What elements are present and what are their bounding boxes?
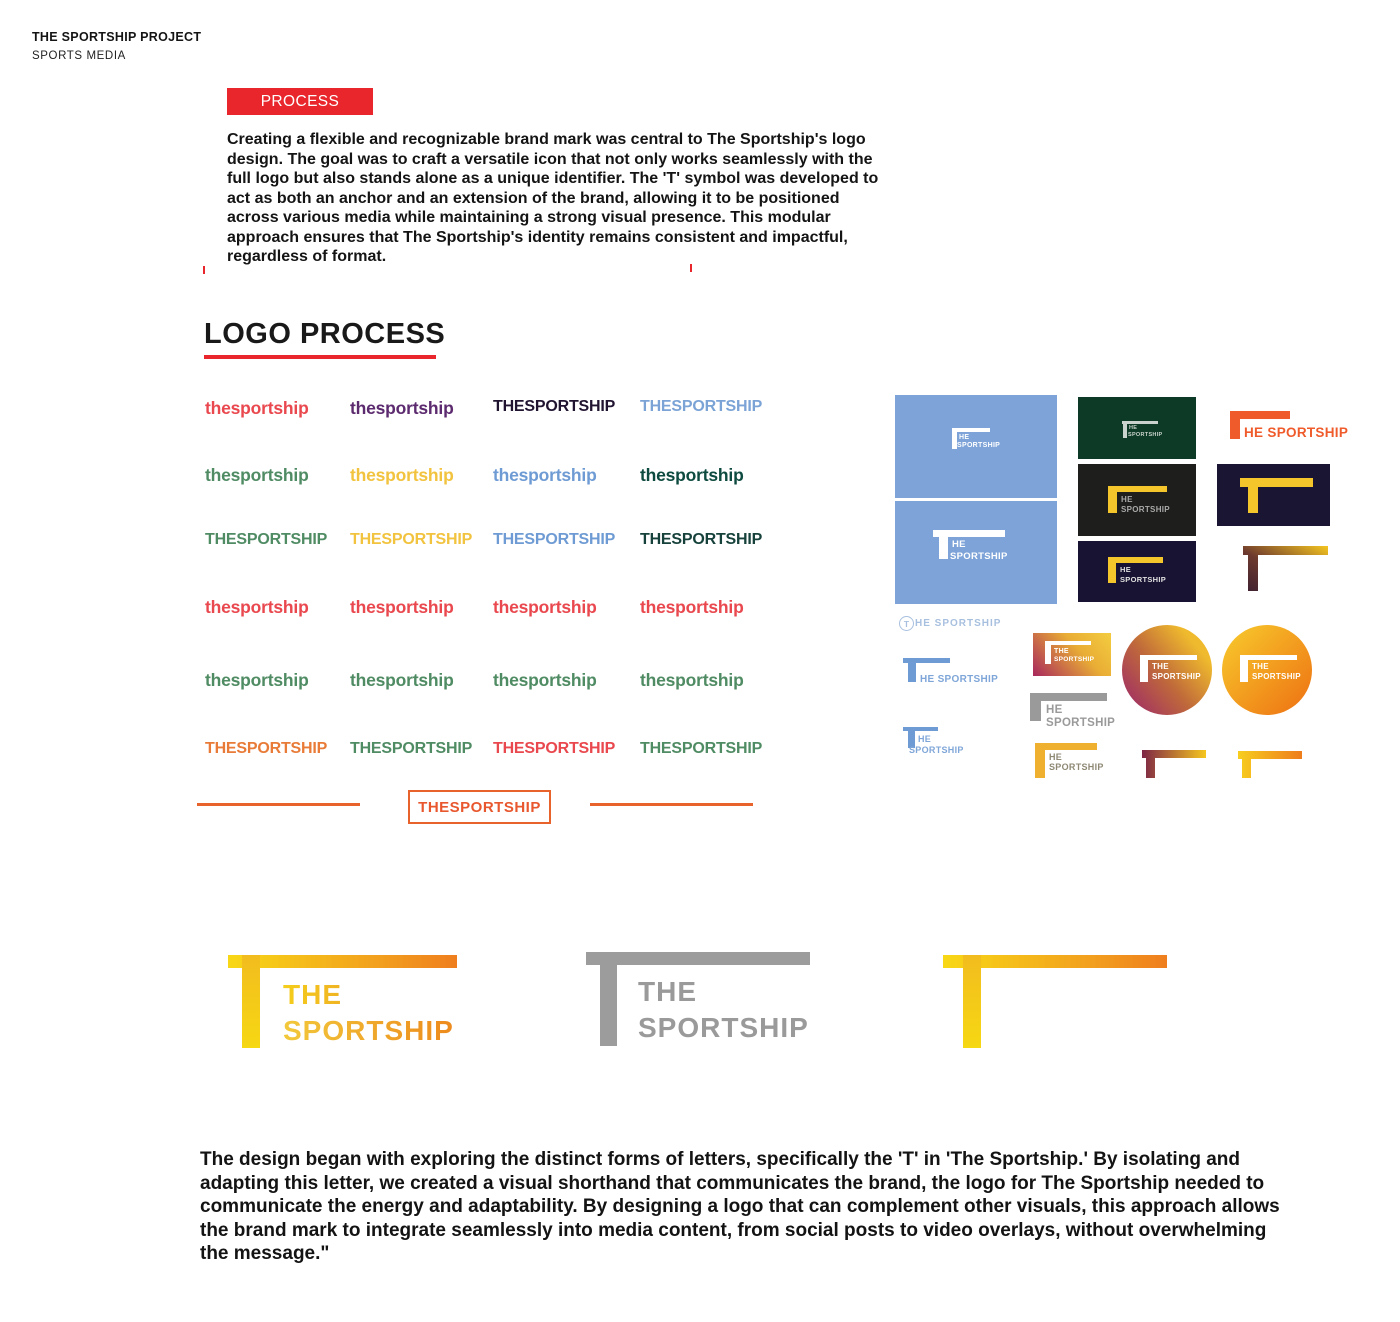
logo-circle-magenta <box>1122 625 1212 715</box>
t-bar <box>1240 655 1297 660</box>
t-stem <box>242 955 260 1048</box>
t-stem <box>1030 693 1041 721</box>
page-subtitle: SPORTS MEDIA <box>32 50 126 62</box>
wordmark-sample: thesportship <box>205 597 309 617</box>
logo-the: THE <box>1054 648 1069 655</box>
logo-sportship: SPORTSHIP <box>909 745 964 755</box>
t-bar <box>952 428 990 432</box>
wordmark-sample: thesportship <box>350 398 454 418</box>
wordmark-sample: thesportship <box>205 398 309 418</box>
wordmark-row <box>205 531 805 555</box>
logo-circle-orange <box>1222 625 1312 715</box>
wordmark-row <box>205 597 805 621</box>
logo-the: THE <box>283 979 342 1010</box>
stray-red-tick <box>690 264 692 272</box>
process-badge: PROCESS <box>227 88 373 115</box>
logo-he: HE <box>952 539 966 550</box>
wordmark-sample: thesportship <box>640 465 744 485</box>
t-stem <box>939 530 948 559</box>
logo-sportship: SPORTSHIP <box>1121 505 1170 514</box>
wordmark-sample: THESPORTSHIP <box>205 740 328 757</box>
t-stem <box>1140 655 1148 682</box>
t-stem <box>1108 486 1117 513</box>
t-stem <box>1240 655 1248 682</box>
t-stem <box>1045 641 1051 664</box>
boxed-wordmark: THESPORTSHIP <box>408 790 551 824</box>
logo-he-sportship: HE SPORTSHIP <box>1244 425 1349 440</box>
wordmark-sample: THESPORTSHIP <box>350 531 473 548</box>
logo-card-green <box>1078 397 1196 459</box>
wordmark-sample: THESPORTSHIP <box>493 531 616 548</box>
wordmark-sample: thesportship <box>205 465 309 485</box>
t-stem <box>1108 557 1116 583</box>
logo-the: THE <box>1152 662 1169 671</box>
process-paragraph: Creating a flexible and recognizable brand mark was central to The Sportship's logo design. The goal was to craft a versatile icon that not only works seamlessly with the full logo but also stands alone as a unique identifier. The 'T' symbol was developed to act as both an anchor and an extension of the brand, allowing it to be positioned across various media while maintaining a strong visual presence. This modular approach ensures that The Sportship's identity remains consistent and impactful, regardless of format. <box>227 131 879 265</box>
section-heading: LOGO PROCESS <box>204 318 446 350</box>
logo-card-blue <box>895 395 1057 498</box>
wordmark-row <box>205 398 805 422</box>
primary-logo-gray <box>586 952 821 1048</box>
logo-sportship: SPORTSHIP <box>1128 432 1163 438</box>
wordmark-sample: thesportship <box>493 670 597 690</box>
divider-line <box>197 803 360 806</box>
t-stem <box>908 658 916 682</box>
wordmark-sample: thesportship <box>350 670 454 690</box>
t-stem <box>963 955 981 1048</box>
logo-the: THE <box>638 976 697 1007</box>
t-bar <box>228 955 457 968</box>
t-bar <box>1045 641 1091 645</box>
t-bar <box>586 952 810 965</box>
circled-t-icon: T <box>899 616 914 631</box>
wordmark-sample: THESPORTSHIP <box>205 531 328 548</box>
circled-t-logo <box>899 616 1001 631</box>
logo-he: HE <box>918 734 932 744</box>
t-bar <box>1030 693 1107 701</box>
t-bar <box>1108 557 1163 563</box>
t-bar <box>1140 655 1197 660</box>
gradient-t-glyph <box>1142 750 1206 778</box>
page-title: THE SPORTSHIP PROJECT <box>32 30 202 44</box>
logo-he: HE <box>1049 752 1063 762</box>
logo-sportship: SPORTSHIP <box>1049 762 1104 772</box>
primary-logo-gradient <box>228 955 463 1051</box>
closing-paragraph: The design began with exploring the distinct forms of letters, specifically the 'T' in 'The Sportship.' By isolating and adapting this letter, we created a visual shorthand that communicates the brand, the logo for The Sportship needed to communicate the energy and adaptability. By designing a logo that can complement other visuals, this approach allows the brand mark to integrate seamlessly into media content, from social posts to video overlays, without overwhelming the message." <box>200 1149 1280 1264</box>
logo-card-blue <box>895 501 1057 604</box>
wordmark-grid <box>205 398 805 778</box>
logo-sportship: SPORTSHIP <box>957 442 1001 449</box>
logo-card-navy <box>1078 541 1196 602</box>
circled-t-label: HE SPORTSHIP <box>915 618 1002 629</box>
logo-the: THE <box>1252 662 1269 671</box>
wordmark-sample: THESPORTSHIP <box>350 740 473 757</box>
wordmark-sample: THESPORTSHIP <box>640 398 763 415</box>
divider-line <box>590 803 753 806</box>
wordmark-sample: thesportship <box>205 670 309 690</box>
t-stem <box>600 952 617 1046</box>
logo-sportship: SPORTSHIP <box>1252 672 1301 681</box>
t-stem <box>1248 478 1258 513</box>
logo-sportship: SPORTSHIP <box>283 1015 454 1046</box>
heading-underline <box>204 355 436 359</box>
logo-he-sportship: HE SPORTSHIP <box>920 674 999 685</box>
logo-card-navy-glyph <box>1217 464 1330 526</box>
t-stem <box>1230 411 1240 439</box>
wordmark-row <box>205 670 805 694</box>
logo-sportship: SPORTSHIP <box>638 1012 809 1043</box>
logo-sportship: SPORTSHIP <box>1054 656 1095 663</box>
wordmark-sample: thesportship <box>493 597 597 617</box>
logo-he: HE <box>1046 704 1063 716</box>
logo-sportship: SPORTSHIP <box>950 551 1008 562</box>
wordmark-sample: THESPORTSHIP <box>640 531 763 548</box>
wordmark-sample: THESPORTSHIP <box>493 398 616 415</box>
primary-glyph-gradient <box>943 955 1178 1051</box>
wordmark-sample: THESPORTSHIP <box>493 740 616 757</box>
logo-sportship: SPORTSHIP <box>1120 575 1167 584</box>
gradient-t-glyph <box>1238 751 1302 778</box>
logo-sportship: SPORTSHIP <box>1046 717 1116 729</box>
logo-he: HE <box>1121 495 1133 504</box>
wordmark-sample: THESPORTSHIP <box>640 740 763 757</box>
wordmark-sample: thesportship <box>640 670 744 690</box>
wordmark-sample: thesportship <box>350 465 454 485</box>
t-stem <box>1035 743 1045 778</box>
wordmark-sample: thesportship <box>493 465 597 485</box>
logo-he: HE <box>959 434 970 441</box>
wordmark-row <box>205 465 805 489</box>
logo-he: HE <box>1129 425 1138 431</box>
wordmark-sample: thesportship <box>640 597 744 617</box>
wordmark-sample: thesportship <box>350 597 454 617</box>
stray-red-tick <box>203 266 205 274</box>
t-bar <box>1122 421 1158 424</box>
logo-card-magenta-gradient <box>1033 633 1111 676</box>
wordmark-row <box>205 740 805 764</box>
t-stem <box>1123 421 1127 438</box>
gradient-t-glyph <box>1243 546 1328 591</box>
logo-sportship: SPORTSHIP <box>1152 672 1201 681</box>
logo-he: HE <box>1120 565 1132 574</box>
logo-card-black <box>1078 464 1196 536</box>
